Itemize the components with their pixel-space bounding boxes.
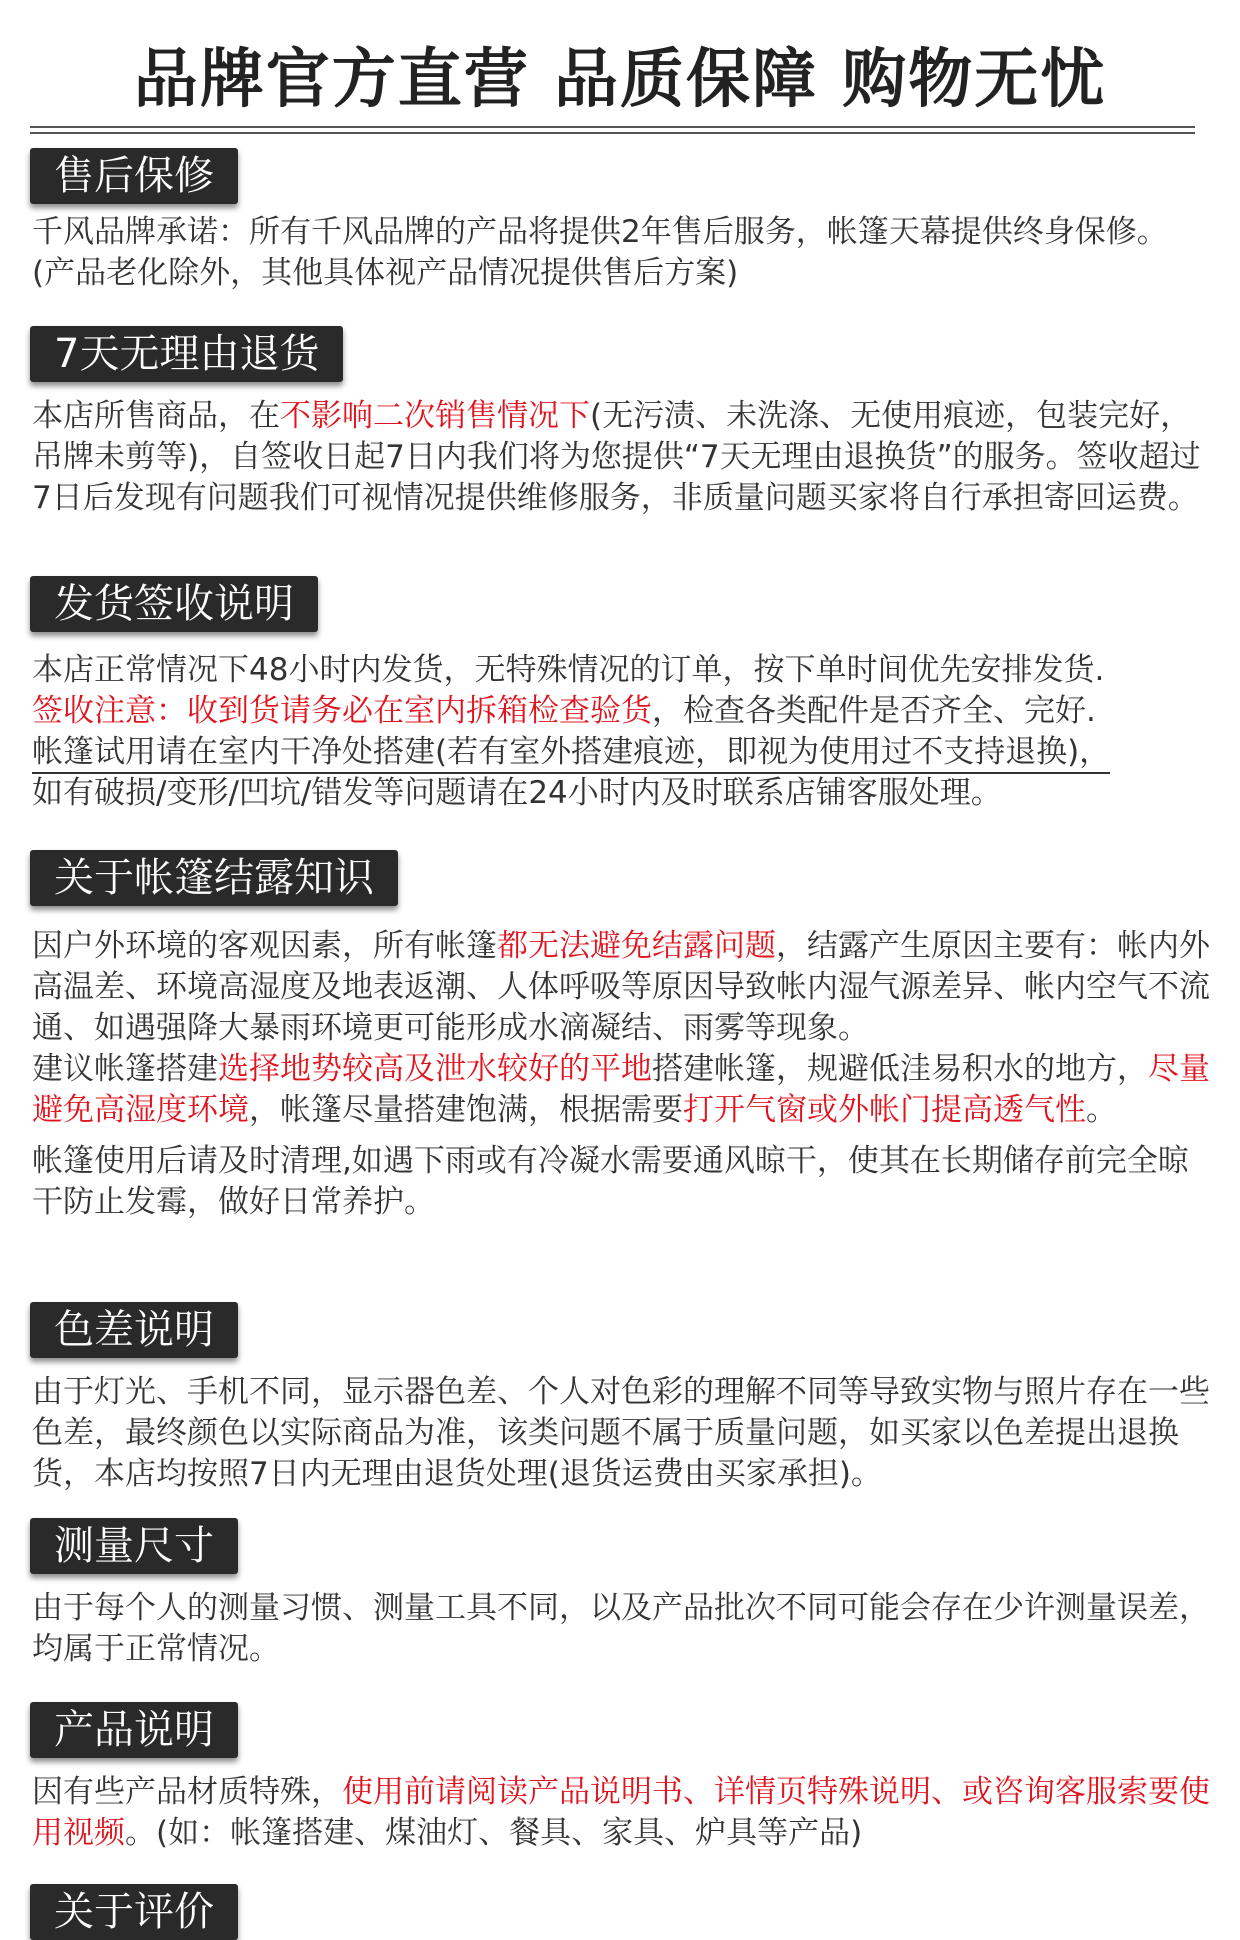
shipping-line-1: 本店正常情况下48小时内发货，无特殊情况的订单，按下单时间优先安排发货. [32, 652, 1105, 688]
section-heading-returns: 7天无理由退货 [30, 326, 343, 382]
shipping-line-2-rest: ，检查各类配件是否齐全、完好. [652, 693, 1096, 729]
returns-condition-highlight: 不影响二次销售情况下 [280, 398, 590, 434]
returns-text-intro: 本店所售商品，在 [32, 398, 280, 434]
section-heading-color-difference: 色差说明 [30, 1302, 238, 1358]
color-difference-text: 由于灯光、手机不同，显示器色差、个人对色彩的理解不同等导致实物与照片存在一些色差，最终颜色以实际商品为准，该类问题不属于质量问题，如买家以色差提出退换货，本店均按照7日内无理由退货处理(退货运费由买家承担)。 [32, 1374, 1210, 1492]
title-divider [30, 126, 1195, 128]
advice-pitch-full: ，帐篷尽量搭建饱满，根据需要 [249, 1092, 683, 1128]
product-intro: 因有些产品材质特殊， [32, 1774, 342, 1810]
aftersale-line: 千风品牌承诺：所有千风品牌的产品将提供2年售后服务，帐篷天幕提供终身保修。 [32, 214, 1168, 250]
product-text [32, 1772, 1212, 1854]
aftersale-note: (产品老化除外，其他具体视产品情况提供售后方案) [32, 255, 739, 291]
section-heading-reviews: 关于评价 [30, 1884, 238, 1940]
returns-text-detail: (无污渍、未洗涤、无使用痕迹，包装完好，吊牌未剪等)，自签收日起7日内我们将为您提供“7天无理由退换货”的服务。签收超过7日后发现有问题我们可视情况提供维修服务，非质量问题买家将自行承担寄回运费。 [32, 398, 1201, 516]
shipping-underlined-text: 帐篷试用请在室内干净处搭建(若有室外搭建痕迹，即视为使用过不支持退换)， [32, 734, 1110, 774]
advice-avoid-lowland: 搭建帐篷，规避低洼易积水的地方， [652, 1051, 1148, 1087]
condensation-text [32, 926, 1212, 1223]
measurement-text: 由于每个人的测量习惯、测量工具不同，以及产品批次不同可能会存在少许测量误差，均属于正常情况。 [32, 1590, 1210, 1667]
aftersale-text [32, 212, 1212, 294]
advice-humidity-highlight: 尽量避免高湿度环境 [32, 1051, 1210, 1128]
section-heading-aftersale: 售后保修 [30, 148, 238, 204]
advice-highground-highlight: 选择地势较高及泄水较好的平地 [218, 1051, 652, 1087]
condensation-cause-detail: ，结露产生原因主要有：帐内外高温差、环境高湿度及地表返潮、人体呼吸等原因导致帐内湿气源差异、帐内空气不流通、如遇强降大暴雨环境更可能形成水滴凝结、雨雾等现象。 [32, 928, 1210, 1046]
shipping-line-2 [32, 691, 1212, 732]
page-title: 品牌官方直营 品质保障 购物无忧 [133, 43, 1107, 117]
condensation-unavoidable-highlight: 都无法避免结露问题 [497, 928, 776, 964]
section-heading-measurement: 测量尺寸 [30, 1518, 238, 1574]
shipping-text [32, 650, 1212, 814]
section-heading-condensation: 关于帐篷结露知识 [30, 850, 398, 906]
title-divider [30, 132, 1195, 134]
shipping-notice-highlight: 签收注意：收到货请务必在室内拆箱检查验货 [32, 693, 652, 729]
condensation-advice-paragraph [32, 1049, 1212, 1131]
product-instructions-highlight: 使用前请阅读产品说明书、详情页特殊说明、或咨询客服索要使用视频 [32, 1774, 1210, 1851]
section-heading-product: 产品说明 [30, 1702, 238, 1758]
condensation-cause-intro: 因户外环境的客观因素，所有帐篷 [32, 928, 497, 964]
advice-ventilation-highlight: 打开气窗或外帐门提高透气性 [683, 1092, 1086, 1128]
condensation-care-paragraph: 帐篷使用后请及时清理,如遇下雨或有冷凝水需要通风晾干，使其在长期储存前完全晾干防止发霉，做好日常养护。 [32, 1143, 1189, 1220]
condensation-cause-paragraph [32, 926, 1212, 1049]
section-heading-shipping: 发货签收说明 [30, 576, 318, 632]
advice-intro: 建议帐篷搭建 [32, 1051, 218, 1087]
advice-end: 。 [1086, 1092, 1117, 1128]
shipping-line-3 [32, 732, 1212, 773]
product-examples: 。(如：帐篷搭建、煤油灯、餐具、家具、炉具等产品) [125, 1815, 863, 1851]
returns-text [32, 396, 1212, 519]
shipping-line-4: 如有破损/变形/凹坑/错发等问题请在24小时内及时联系店铺客服处理。 [32, 775, 1002, 811]
